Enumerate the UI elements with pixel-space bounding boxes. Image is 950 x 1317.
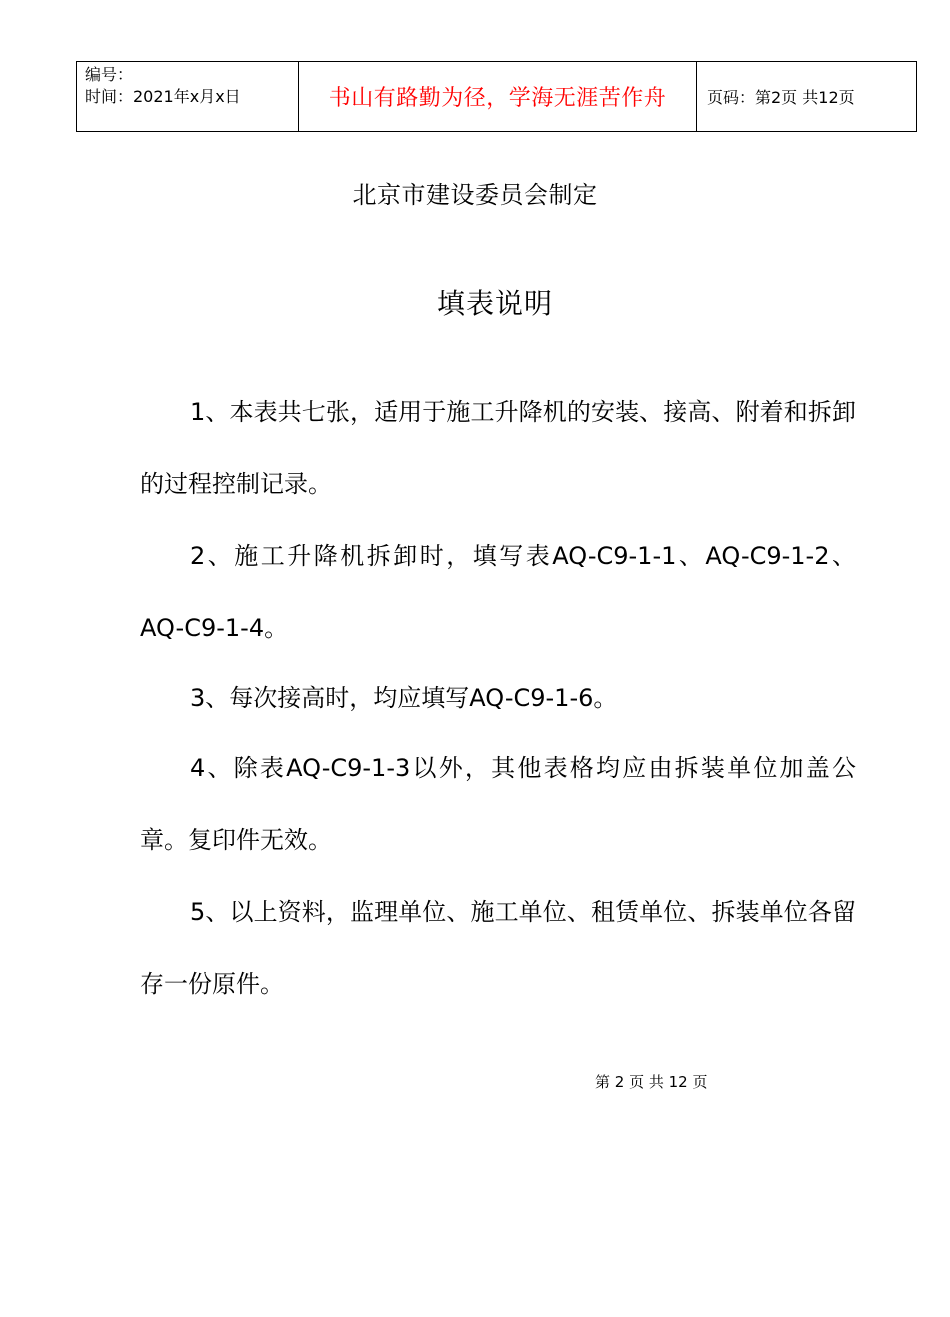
instruction-paragraph-4: 4、除表AQ-C9-1-3以外，其他表格均应由拆装单位加盖公章。复印件无效。 xyxy=(140,754,856,854)
instruction-paragraph-3: 3、每次接高时，均应填写AQ-C9-1-6。 xyxy=(190,684,618,712)
instruction-paragraph-5: 5、以上资料，监理单位、施工单位、租赁单位、拆装单位各留存一份原件。 xyxy=(140,898,856,998)
instruction-paragraph-2: 2、施工升降机拆卸时，填写表AQ-C9-1-1、AQ-C9-1-2、AQ-C9-1-4。 xyxy=(140,542,856,642)
document-number-label: 编号： xyxy=(85,65,134,84)
header-page-info: 页码：第2页 共12页 xyxy=(697,62,917,132)
document-time-label: 时间：2021年x月x日 xyxy=(85,87,241,106)
instructions-body xyxy=(140,376,856,1020)
instruction-paragraph-1: 1、本表共七张，适用于施工升降机的安装、接高、附着和拆卸的过程控制记录。 xyxy=(140,398,856,498)
issuer-line: 北京市建设委员会制定 xyxy=(352,181,598,209)
header-meta-cell xyxy=(77,62,299,132)
page-title: 填表说明 xyxy=(436,287,553,320)
header-motto: 书山有路勤为径，学海无涯苦作舟 xyxy=(299,62,697,132)
footer-page-number: 第 2 页 共 12 页 xyxy=(595,1073,708,1091)
header-table xyxy=(76,61,917,132)
